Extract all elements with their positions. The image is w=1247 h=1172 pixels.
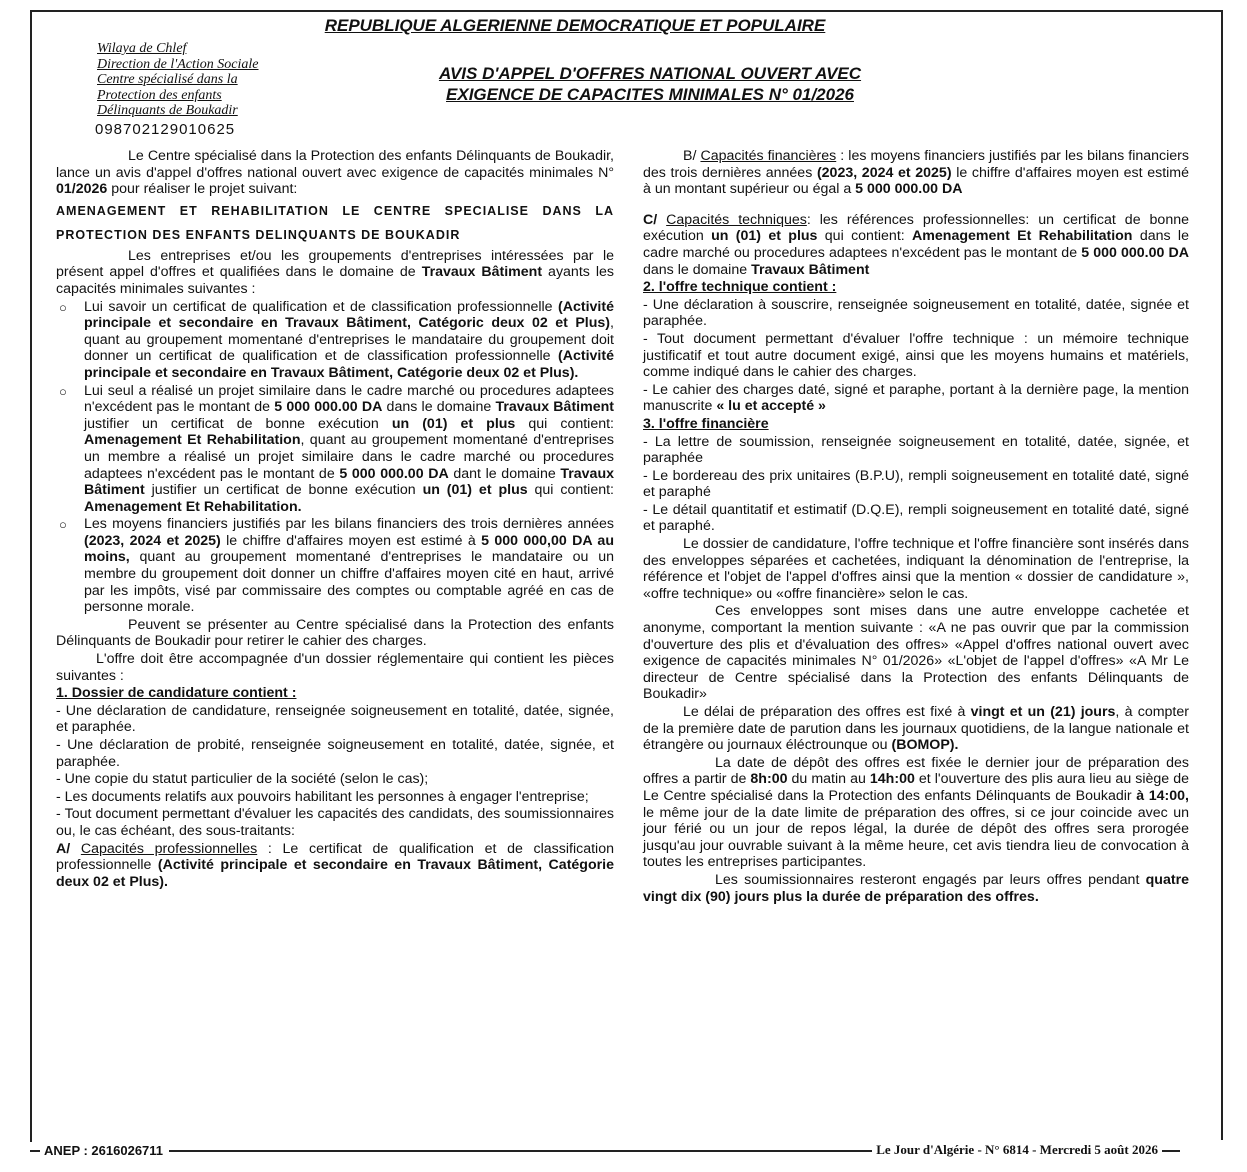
reference-number: 098702129010625 xyxy=(95,121,236,138)
journal-issue: Le Jour d'Algérie - N° 6814 - Mercredi 5 août 2026 xyxy=(872,1142,1162,1158)
requirement-item xyxy=(56,383,614,516)
requirement-emphasis: (2023, 2024 et 2025) xyxy=(84,532,221,549)
item-title: Capacités financières xyxy=(700,148,837,164)
requirement-emphasis: (Activité principale et secondaire en Travaux Bâtiment, Catégorie deux 02 et Plus). xyxy=(84,348,614,381)
requirement-emphasis: (Activité principale et secondaire en Travaux Bâtiment, Catégoric deux 02 et Plus) xyxy=(84,298,614,332)
item-text: qui contient: xyxy=(817,228,913,245)
item-text: le chiffre d'affaires moyen est estimé à un montant supérieur ou égal a xyxy=(643,164,1189,198)
list-item xyxy=(643,382,1189,415)
requirement-text: qui contient: xyxy=(515,415,614,432)
retirer-paragraph: Peuvent se présenter au Centre spécialisé dans la Protection des enfants Délinquants de Boukadir pour retirer le cahier des charges. xyxy=(56,616,614,650)
item-title: Capacités professionnelles xyxy=(80,840,258,857)
right-column xyxy=(643,148,1189,906)
left-column xyxy=(56,148,614,891)
list-item: - Tout document permettant d'évaluer l'offre technique : un mémoire technique justificatif et tout autre document exigé, ainsi que les moyens humains et matériels, comme indiqué dans le cahier des charges. xyxy=(643,330,1189,381)
requirement-emphasis: Amenagement Et Rehabilitation xyxy=(84,432,301,449)
item-text: : les moyens financiers justifiés par les bilans financiers des trois dernières années xyxy=(643,148,1189,181)
eligibility-text: Les entreprises et/ou les groupements d'entreprises intéressées par le présent appel d'offres et qualifiées dans le domaine de xyxy=(56,247,614,281)
notice-title-line-2: EXIGENCE DE CAPACITES MINIMALES N° 01/2026 xyxy=(446,85,854,104)
delai-text: , à compter de la première date de parution dans les journaux quotidiens, de la langue nationale et étrangère ou journaux éléctrounque ou xyxy=(643,704,1189,754)
requirement-emphasis: 5 000 000,00 DA au moins, xyxy=(84,532,614,566)
list-item: - Une déclaration de probité, renseignée soigneusement en totalité, datée, signée, et paraphée. xyxy=(56,737,614,770)
item-label: B/ xyxy=(683,148,697,164)
circle-bullet-icon: ○ xyxy=(59,383,67,399)
requirement-emphasis: un (01) et plus xyxy=(391,415,516,432)
capacites-professionnelles xyxy=(56,841,614,891)
institution-line: Protection des enfants xyxy=(97,87,222,103)
section-1-title: 1. Dossier de candidature contient : xyxy=(56,685,297,702)
item-label: A/ xyxy=(56,840,71,857)
depot-text: La date de dépôt des offres est fixée le dernier jour de préparation des offres a partir de xyxy=(643,754,1189,788)
item-emphasis: (Activité principale et secondaire en Travaux Bâtiment, Catégorie deux 02 et Plus). xyxy=(56,857,614,890)
institution-line: Délinquants de Boukadir xyxy=(97,103,238,119)
notice-title-line-1: AVIS D'APPEL D'OFFRES NATIONAL OUVERT AVEC xyxy=(438,64,862,83)
depot-time: 8h:00 xyxy=(750,771,788,788)
requirement-text: dans le domaine xyxy=(382,399,496,416)
item-title: Capacités techniques xyxy=(666,211,807,228)
requirement-text: justifier un certificat de bonne exécution xyxy=(84,415,392,432)
requirement-emphasis: Amenagement Et Rehabilitation. xyxy=(84,498,302,515)
section-3-title: 3. l'offre financière xyxy=(643,415,769,432)
item-emphasis: (2023, 2024 et 2025) xyxy=(816,164,952,181)
requirement-text: Lui savoir un certificat de qualification et de classification professionnelle xyxy=(84,298,559,315)
intro-text: Le Centre spécialisé dans la Protection des enfants xyxy=(128,148,453,164)
intro-paragraph xyxy=(56,148,614,198)
offre-dossier-paragraph: L'offre doit être accompagnée d'un dossier réglementaire qui contient les pièces suivantes : xyxy=(56,651,614,684)
requirement-text: Les moyens financiers justifiés par les bilans financiers des trois dernières années xyxy=(84,516,614,533)
requirement-item xyxy=(56,299,614,382)
item-emphasis: 5 000 000.00 DA xyxy=(1081,244,1189,261)
enveloppes-paragraph: Le dossier de candidature, l'offre technique et l'offre financière sont insérés dans des enveloppes séparées et cachetées, indiquant la dénomination de l'entreprise, la référence et l'objet de l'appel d'offres ainsi que la mention « dossier de candidature », «offre technique» ou «offre financière» selon le cas. xyxy=(643,536,1189,602)
circle-bullet-icon: ○ xyxy=(59,517,67,533)
institution-block xyxy=(97,41,337,119)
requirement-text: dant le domaine xyxy=(448,465,561,482)
item-emphasis: Amenagement Et Rehabilitation xyxy=(912,228,1133,245)
depot-paragraph xyxy=(643,755,1189,871)
list-item: - Une déclaration à souscrire, renseignée soigneusement en totalité, datée, signée et paraphée. xyxy=(643,296,1189,330)
domain-name: Travaux Bâtiment xyxy=(421,264,543,281)
engagement-duration: quatre vingt dix (90) jours plus la durée de préparation des offres. xyxy=(643,871,1189,905)
notice-frame-right-edge xyxy=(1221,10,1223,1140)
depot-time: à 14:00, xyxy=(1136,787,1190,804)
intro-text: Délinquants de Boukadir, lance un avis d'appel d'offres national ouvert avec exigence de capacités minimales N° xyxy=(56,148,614,181)
anep-reference: ANEP : 2616026711 xyxy=(40,1143,169,1158)
list-item: - Tout document permettant d'évaluer les capacités des candidats, des soumissionnaires ou, le cas échéant, des sous-traitants: xyxy=(56,806,614,839)
notice-title xyxy=(345,63,955,105)
engagement-text: Les soumissionnaires resteront engagés par leurs offres pendant xyxy=(715,871,1146,888)
delai-duration: vingt et un (21) jours xyxy=(970,704,1116,720)
list-item-text: - Le cahier des charges daté, signé et paraphe, portant à la dernière page, la mention manuscrite xyxy=(643,381,1189,415)
section-2-title: 2. l'offre technique contient : xyxy=(643,279,837,296)
list-item: - Les documents relatifs aux pouvoirs habilitant les personnes à engager l'entreprise; xyxy=(56,788,589,805)
project-title: AMENAGEMENT ET REHABILITATION LE CENTRE SPECIALISE DANS LA PROTECTION DES ENFANTS DELINQUANTS DE BOUKADIR xyxy=(56,203,614,242)
requirement-text: , quant au groupement momentané d'entreprises le mandataire du groupement doit donner un certificat de qualification et de classification professionnelle xyxy=(84,315,614,365)
handwritten-mention: « lu et accepté » xyxy=(716,398,826,415)
requirement-text: qui contient: xyxy=(527,482,615,499)
list-item: - Une copie du statut particulier de la société (selon le cas); xyxy=(56,771,429,788)
requirement-text: le chiffre d'affaires moyen est estimé à xyxy=(220,532,482,549)
delai-paragraph xyxy=(643,704,1189,754)
intro-text: pour réaliser le projet suivant: xyxy=(107,181,298,198)
requirement-emphasis: Travaux Bâtiment xyxy=(84,465,615,499)
item-label: C/ xyxy=(643,211,658,228)
eligibility-paragraph xyxy=(56,248,614,298)
requirement-emphasis: 5 000 000.00 DA xyxy=(339,465,449,482)
requirement-emphasis: un (01) et plus xyxy=(422,482,528,499)
item-emphasis: Travaux Bâtiment xyxy=(751,261,870,278)
republique-heading: REPUBLIQUE ALGERIENNE DEMOCRATIQUE ET POPULAIRE xyxy=(324,16,826,35)
requirement-emphasis: 5 000 000.00 DA xyxy=(274,399,383,416)
institution-line: Direction de l'Action Sociale xyxy=(97,56,259,72)
list-item: - Le détail quantitatif et estimatif (D.Q.E), rempli soigneusement en totalité daté, signé et paraphé. xyxy=(643,501,1189,535)
notice-number: 01/2026 xyxy=(56,181,108,198)
item-emphasis: un (01) et plus xyxy=(711,228,818,245)
item-text: dans le cadre marché ou procedures adaptees n'excédent pas le montant de xyxy=(643,228,1189,261)
capacites-financieres xyxy=(643,148,1189,198)
capacites-techniques xyxy=(643,212,1189,278)
item-emphasis: 5 000 000.00 DA xyxy=(855,181,963,198)
requirement-text: Lui seul a réalisé un projet similaire dans le cadre marché ou procedures adaptees n'excédent pas le montant de xyxy=(84,382,614,416)
list-item: - Le bordereau des prix unitaires (B.P.U), rempli soigneusement en totalité daté, signé et paraphé xyxy=(643,467,1189,501)
requirement-text: , quant au groupement momentané d'entreprises un membre a réalisé un projet similaire dans le cadre marché ou procedures adaptees n'excédent pas le montant de xyxy=(84,432,614,482)
enveloppes-mention-paragraph: Ces enveloppes sont mises dans une autre enveloppe cachetée et anonyme, comportant la mention suivante : «A ne pas ouvrir que par la commission d'ouverture des plis et d'évaluation des offres» «Appel d'offres national ouvert avec exigence de capacités minimales N° 01/2026» «L'objet de l'appel d'offres» «A Mr Le directeur de Centre spécialisé dans la Protection des enfants Délinquants de Boukadir» xyxy=(643,603,1189,703)
eligibility-text: ayants les capacités minimales suivantes : xyxy=(56,264,614,297)
circle-bullet-icon: ○ xyxy=(59,299,67,315)
institution-line: Centre spécialisé dans la xyxy=(97,72,238,88)
requirement-emphasis: Travaux Bâtiment xyxy=(495,399,615,416)
depot-text: et l'ouverture des plis aura lieu au siège de Le Centre spécialisé dans la Protection des enfants Délinquants de Boukadir xyxy=(643,771,1189,804)
depot-text: le même jour de la date limite de préparation des offres, si ce jour coincide avec un jour férié ou un jour de repos légal, la durée de dépôt des offres sera prorogée jusqu'au jour ouvrable suivant à la même heure, cet avis tiendra lieu de convocation à toutes les entreprises participantes. xyxy=(643,804,1189,871)
delai-text: Le délai de préparation des offres est fixé à xyxy=(683,704,971,720)
depot-time: 14h:00 xyxy=(869,771,915,788)
item-text: : les références professionnelles: un certificat de bonne exécution xyxy=(643,211,1189,245)
depot-text: du matin au xyxy=(787,771,870,788)
engagement-paragraph xyxy=(643,872,1189,905)
list-item: - Une déclaration de candidature, renseignée soigneusement en totalité, datée, signée, et paraphée. xyxy=(56,702,614,736)
list-item: - La lettre de soumission, renseignée soigneusement en totalité, datée, signée, et paraphée xyxy=(643,433,1189,467)
requirement-item xyxy=(56,516,614,616)
institution-line: Wilaya de Chlef xyxy=(97,41,187,56)
item-text: dans le domaine xyxy=(643,261,752,278)
bomop-label: (BOMOP). xyxy=(891,737,959,754)
requirement-text: justifier un certificat de bonne exécution xyxy=(144,482,423,499)
item-text: : Le certificat de qualification et de classification professionnelle xyxy=(56,840,614,874)
requirement-text: quant au groupement momentané d'entreprises le mandataire ou un membre du groupement doit donner un chiffre d'affaires moyen cité en haut, arrivé par les impôts, visé par commissaire des comptes ou comptable agréé en cas de personne morale. xyxy=(84,549,614,616)
